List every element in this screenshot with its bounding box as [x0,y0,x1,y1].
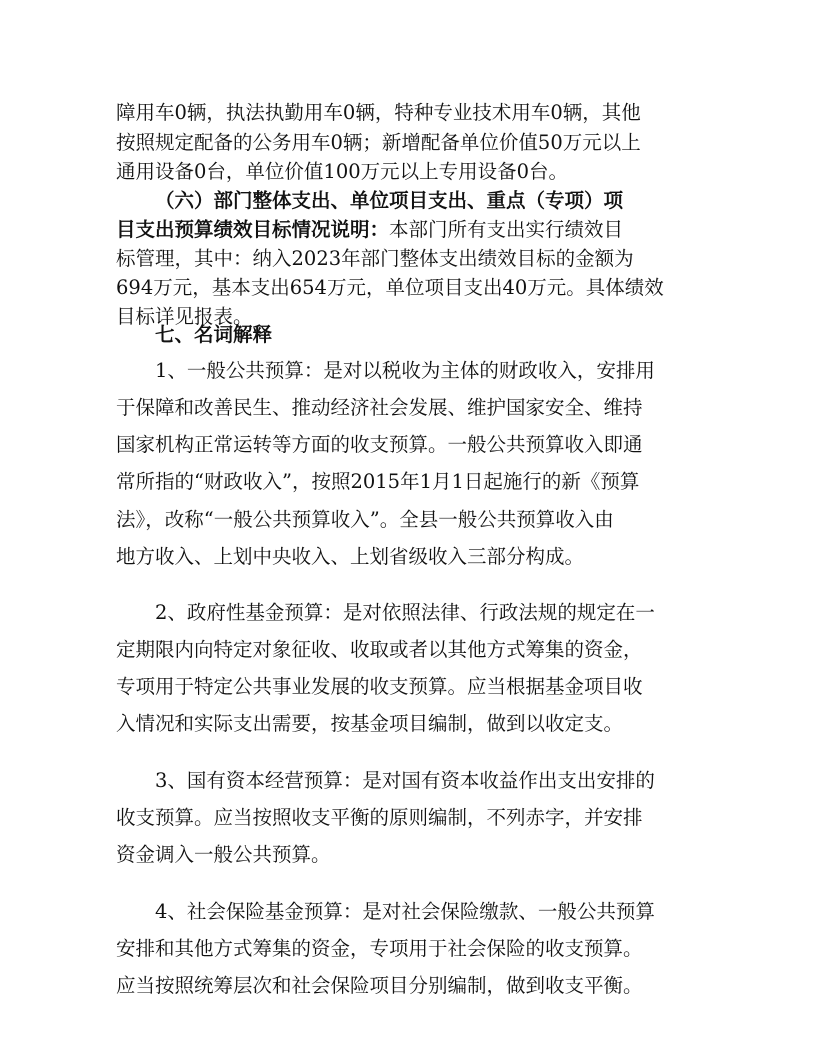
glossary-3-line-2: 收支预算。应当按照收支平衡的原则编制，不列赤字，并安排 [116,806,643,829]
performance-heading-tail: 目支出预算绩效目标情况说明： [116,218,390,241]
glossary-2-line-3: 专项用于特定公共事业发展的收支预算。应当根据基金项目收 [116,675,643,698]
vehicle-line-2: 按照规定配备的公务用车0辆；新增配备单位价值50万元以上 [116,131,641,154]
glossary-1-line-2: 于保障和改善民生、推动经济社会发展、维护国家安全、维持 [116,396,643,419]
glossary-1-line-1: 1、一般公共预算：是对以税收为主体的财政收入，安排用 [155,359,655,382]
performance-line-2 [116,215,623,245]
glossary-2-line-2: 定期限内向特定对象征收、收取或者以其他方式筹集的资金， [116,638,643,661]
glossary-1-line-6: 地方收入、上划中央收入、上划省级收入三部分构成。 [116,545,585,568]
glossary-3-line-1: 3、国有资本经营预算：是对国有资本收益作出支出安排的 [155,769,655,792]
performance-text-rest: 本部门所有支出实行绩效目 [389,218,624,241]
glossary-2-line-4: 入情况和实际支出需要，按基金项目编制，做到以收定支。 [116,712,624,735]
performance-heading-line-1: （六）部门整体支出、单位项目支出、重点（专项）项 [155,189,624,212]
glossary-4-line-2: 安排和其他方式筹集的资金，专项用于社会保险的收支预算。 [116,937,643,960]
section-heading-glossary: 七、名词解释 [155,323,273,346]
performance-line-5: 目标详见报表。 [116,305,253,328]
performance-line-3: 标管理，其中：纳入2023年部门整体支出绩效目标的金额为 [116,247,634,270]
glossary-1-line-5: 法》，改称“一般公共预算收入”。全县一般公共预算收入由 [116,508,614,531]
glossary-1-line-3: 国家机构正常运转等方面的收支预算。一般公共预算收入即通 [116,433,643,456]
glossary-4-line-3: 应当按照统筹层次和社会保险项目分别编制，做到收支平衡。 [116,974,643,997]
glossary-2-line-1: 2、政府性基金预算：是对依照法律、行政法规的规定在一 [155,601,655,624]
vehicle-line-3: 通用设备0台，单位价值100万元以上专用设备0台。 [116,160,569,183]
glossary-1-line-4: 常所指的“财政收入”，按照2015年1月1日起施行的新《预算 [116,470,640,493]
vehicle-line-1: 障用车0辆，执法执勤用车0辆，特种专业技术用车0辆，其他 [116,101,641,124]
performance-line-4: 694万元，基本支出654万元，单位项目支出40万元。具体绩效 [116,276,664,299]
glossary-3-line-3: 资金调入一般公共预算。 [116,843,331,866]
glossary-4-line-1: 4、社会保险基金预算：是对社会保险缴款、一般公共预算 [155,900,655,923]
